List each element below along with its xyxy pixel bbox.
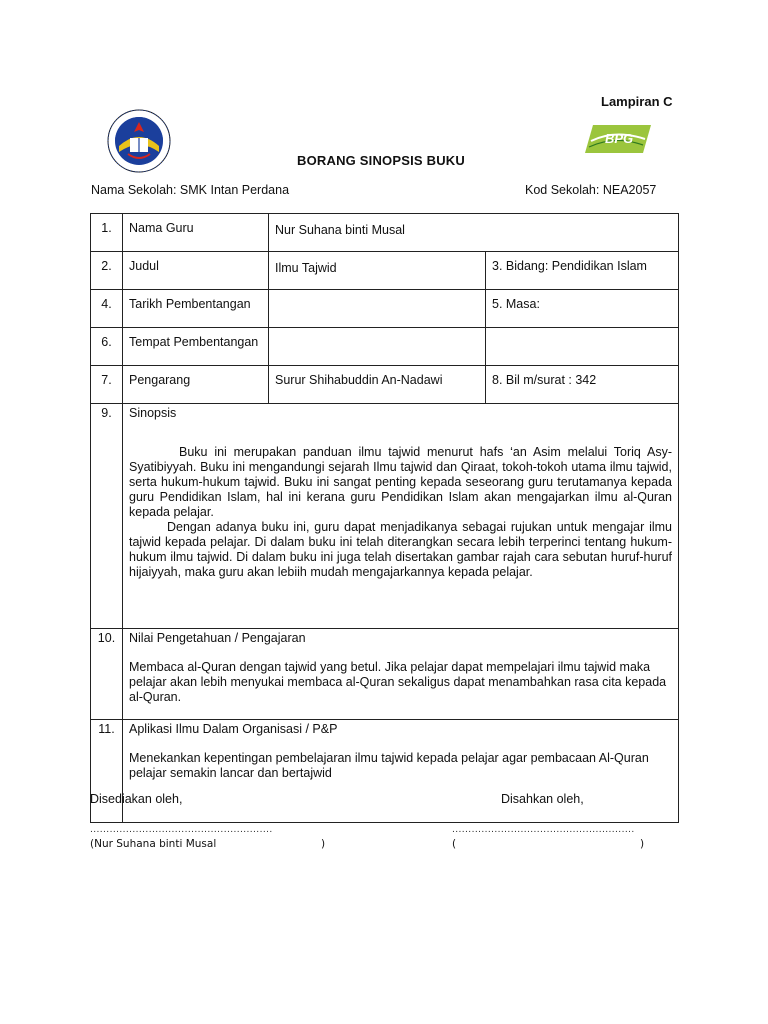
appendix-label: Lampiran C [601,94,673,109]
bpg-logo [585,121,653,157]
synopsis-label: Sinopsis [129,406,177,420]
row-number: 10. [91,629,123,720]
row-number: 1. [91,214,123,252]
title-value: Ilmu Tajwid [275,261,337,275]
prepared-by-name: (Nur Suhana binti Musal [90,838,217,850]
row-number: 9. [91,404,123,629]
application-text: Menekankan kepentingan pembelajaran ilmu tajwid kepada pelajar agar pembacaan Al-Quran pelajar semakin lancar dan bertajwid [129,751,649,780]
row-label: Pengarang [123,366,269,404]
signature-line-left: ........................................................ [90,825,273,835]
row-label: Tarikh Pembentangan [123,290,269,328]
page-count: 8. Bil m/surat : 342 [486,366,679,404]
approved-open-paren: ( [452,838,457,850]
form-title: BORANG SINOPSIS BUKU [297,153,465,168]
row-label: Judul [123,252,269,290]
school-name: Nama Sekolah: SMK Intan Perdana [91,183,290,197]
synopsis-form-table [90,213,679,823]
teacher-name-cell [269,214,679,252]
application-cell [123,720,679,823]
prepared-close-paren: ) [321,838,326,850]
teacher-name-value: Nur Suhana binti Musal [275,223,405,237]
row-label: Tempat Pembentangan [123,328,269,366]
row-author [91,366,679,404]
row-label: Nama Guru [123,214,269,252]
row-number: 2. [91,252,123,290]
row-teacher-name [91,214,679,252]
application-label: Aplikasi Ilmu Dalam Organisasi / P&P [129,722,338,736]
presentation-date-value [269,290,486,328]
author-value: Surur Shihabuddin An-Nadawi [269,366,486,404]
row-title [91,252,679,290]
bpg-logo-text: BPG [605,131,634,146]
synopsis-cell [123,404,679,629]
row-number: 7. [91,366,123,404]
signature-line-right: ........................................................ [452,825,635,835]
knowledge-value-label: Nilai Pengetahuan / Pengajaran [129,631,306,645]
duration-label: 5. Masa: [486,290,679,328]
empty-cell [486,328,679,366]
knowledge-value-cell [123,629,679,720]
row-application [91,720,679,823]
prepared-by-label: Disediakan oleh, [90,792,183,806]
row-presentation-place [91,328,679,366]
synopsis-paragraph-1: Buku ini merupakan panduan ilmu tajwid menurut hafs ‘an Asim melalui Toriq Asy-Syatibiyyah. Buku ini mengandungi sejarah Ilmu tajwid dan Qiraat, tokoh-tokoh utama ilmu tajwid, serta hukum-hukum tajwid. Buku ini sangat penting kepada seseorang guru terutamanya kepada guru Pendidikan Islam, hal ini kerana guru Pendidikan Islam akan mengajarkan ilmu al-Quran kepada pelajar. [129,445,672,519]
kpm-crest-icon [106,108,172,174]
row-synopsis [91,404,679,629]
approved-close-paren: ) [640,838,645,850]
school-code: Kod Sekolah: NEA2057 [525,183,657,197]
synopsis-paragraph-2: Dengan adanya buku ini, guru dapat menjadikanya sebagai rujukan untuk mengajar ilmu tajwid kepada pelajar. Di dalam buku ini telah diterangkan secara lebih terperinci tentang hukum-hukum ilmu tajwid. Di dalam buku ini juga telah disertakan gambar rajah cara sebutan huruf-huruf hijaiyyah, maka guru akan lebiih mudah mengajarkannya kepada pelajar. [129,520,672,579]
row-number: 11. [91,720,123,823]
row-number: 6. [91,328,123,366]
row-number: 4. [91,290,123,328]
approved-by-label: Disahkan oleh, [501,792,584,806]
field-value: 3. Bidang: Pendidikan Islam [486,252,679,290]
row-presentation-date [91,290,679,328]
knowledge-value-text: Membaca al-Quran dengan tajwid yang betul. Jika pelajar dapat mempelajari ilmu tajwid maka pelajar akan lebih menyukai membaca al-Quran sekaligus dapat menambahkan rasa cita kepada al-Quran. [129,660,667,704]
title-cell [269,252,486,290]
presentation-place-value [269,328,486,366]
row-knowledge-value [91,629,679,720]
